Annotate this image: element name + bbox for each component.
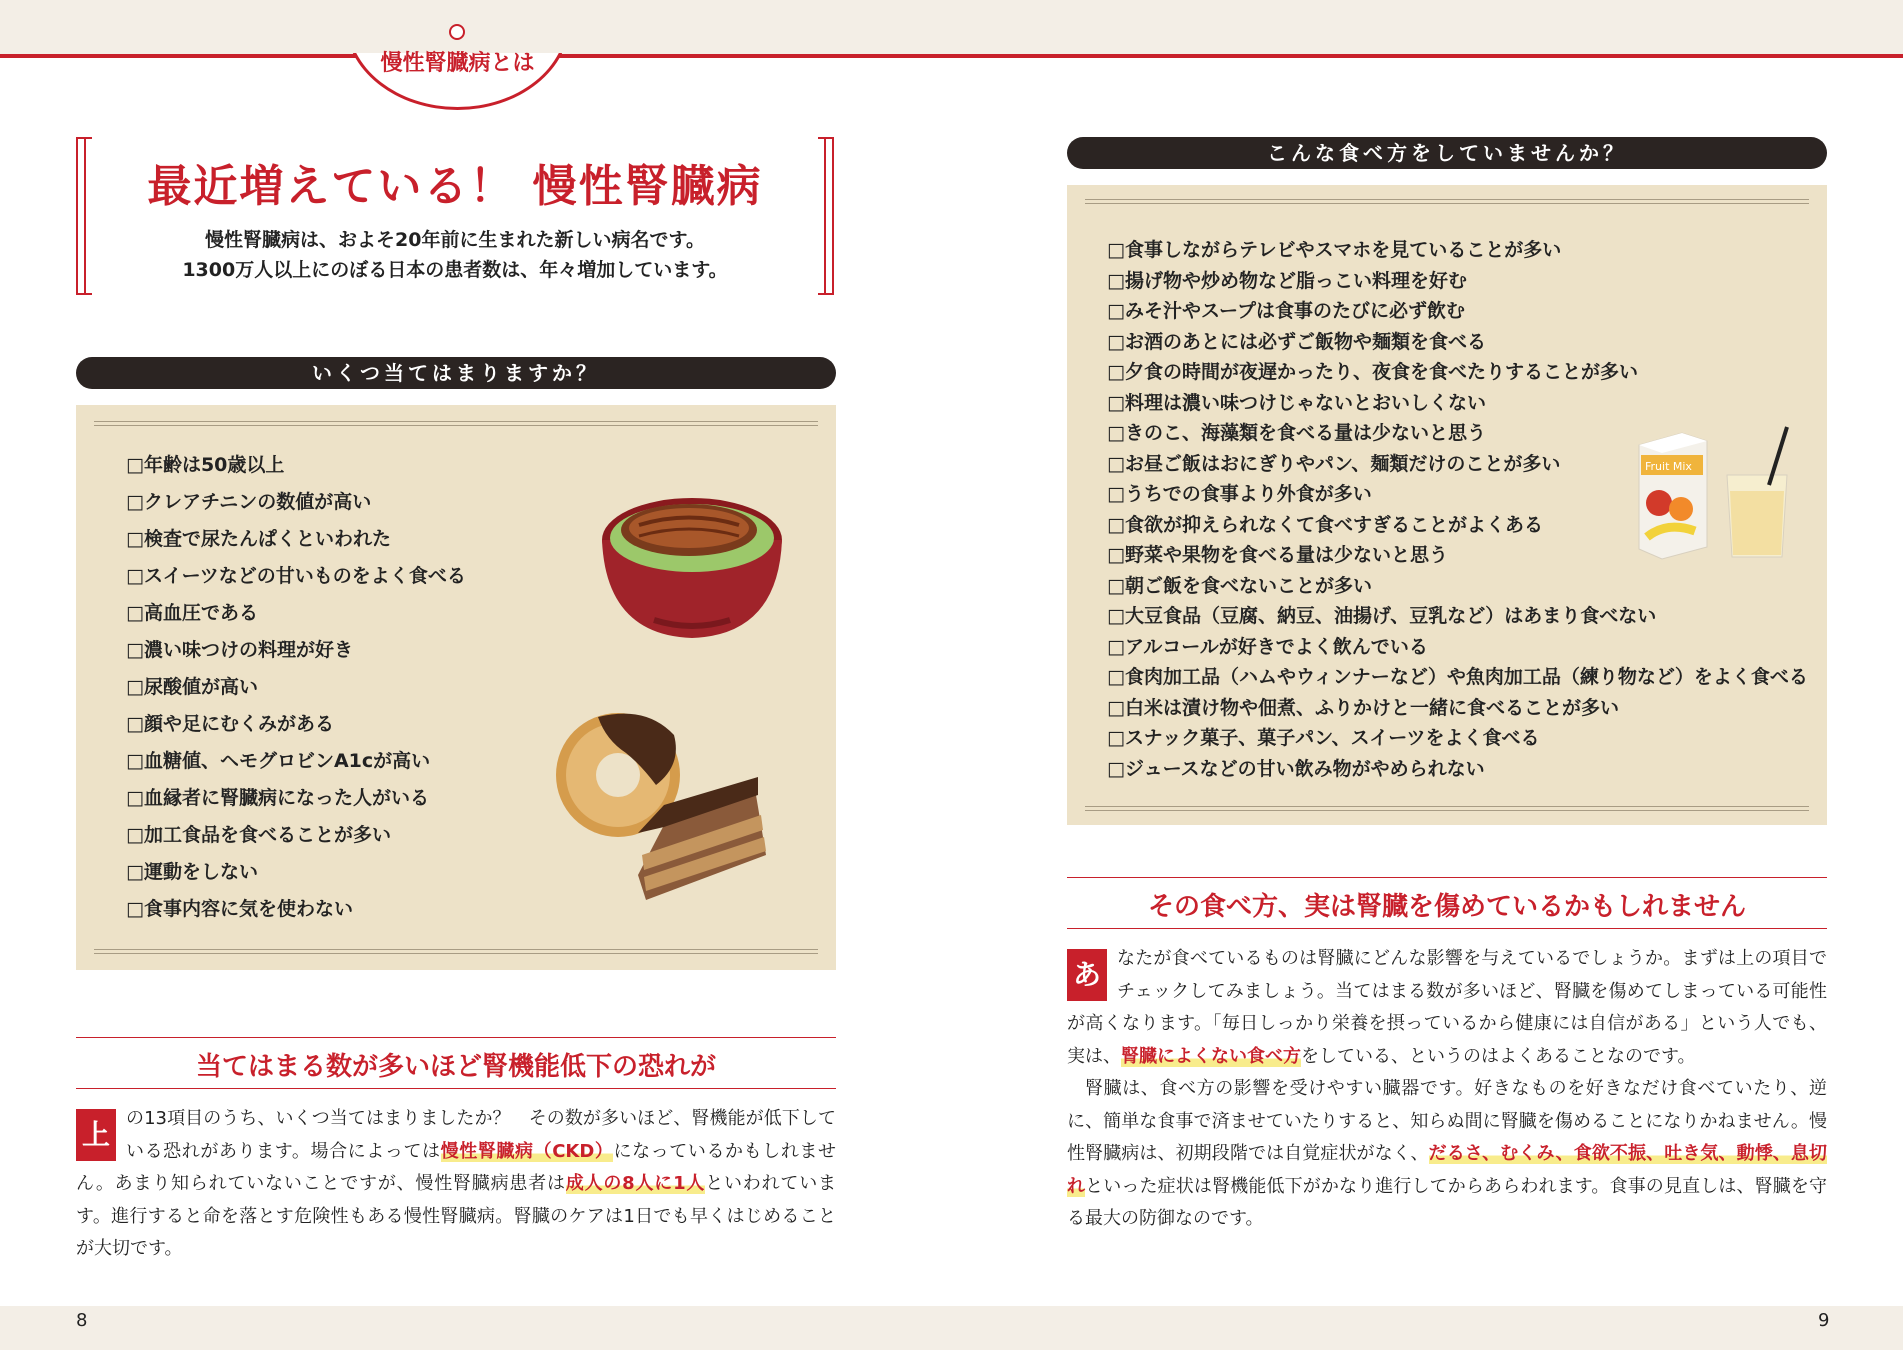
checklist-item: □年齢は50歳以上 xyxy=(126,454,285,476)
checklist-panel-right xyxy=(1067,185,1827,825)
body-text: なたが食べているものは腎臓にどんな影響を与えているでしょうか。まずは上の項目でチェックしてみましょう。当てはまる数が多いほど、腎臓を傷めてしまっている可能性が高くなります。「毎日しっかり栄養を摂っているから健康には自信がある」という人でも、実は、 xyxy=(1067,948,1827,1067)
checklist-item: □大豆食品（豆腐、納豆、油揚げ、豆乳など）はあまり食べない xyxy=(1107,605,1657,627)
body-text: の13項目のうち、いくつ当てはまりましたか？ その数が多いほど、腎機能が低下している恐れがあります。場合によっては xyxy=(126,1108,836,1162)
highlight-text: 慢性腎臓病（CKD） xyxy=(440,1140,614,1162)
body-text: をしている、というのはよくあることなのです。 xyxy=(1301,1045,1696,1067)
chapter-tab-title: 慢性腎臓病とは xyxy=(380,51,535,76)
body-text: 腎臓は、食べ方の影響を受けやすい臓器です。好きなものを好きなだけ食べていたり、逆に、簡単な食事で済ませていたりすると、知らぬ間に腎臓を傷めることになりかねません。慢性腎臓病は、初期段階では自覚症状がなく、 xyxy=(1067,1078,1827,1164)
checklist-item: □加工食品を食べることが多い xyxy=(126,824,391,846)
checklist-item: □検査で尿たんぱくといわれた xyxy=(126,528,391,550)
body-text: といった症状は腎機能低下がかなり進行してからあらわれます。食事の見直しは、腎臓を守る最大の防御なのです。 xyxy=(1067,1175,1828,1229)
panel-rule xyxy=(1085,199,1809,204)
checklist-item: □お酒のあとには必ずご飯物や麺類を食べる xyxy=(1107,330,1486,353)
katsudon-illustration xyxy=(594,470,794,645)
checklist-item: □スイーツなどの甘いものをよく食べる xyxy=(126,565,466,587)
intro-text xyxy=(100,225,810,285)
checklist-item: □クレアチニンの数値が高い xyxy=(126,491,372,513)
checklist-item: □野菜や果物を食べる量は少ないと思う xyxy=(1107,544,1448,566)
title-bracket-left xyxy=(76,137,92,295)
page-number-right: 9 xyxy=(1818,1310,1830,1331)
top-band xyxy=(0,0,1903,56)
checklist-item: □顔や足にむくみがある xyxy=(126,713,334,735)
section-title-left: 当てはまる数が多いほど腎機能低下の恐れが xyxy=(195,1052,716,1082)
checklist-item: □白米は漬け物や佃煮、ふりかけと一緒に食べることが多い xyxy=(1107,696,1619,719)
checklist-item: □きのこ、海藻類を食べる量は少ないと思う xyxy=(1107,422,1486,444)
checklist-left xyxy=(126,447,466,928)
section-rule-top xyxy=(1067,877,1827,878)
intro-line: 慢性腎臓病は、およそ20年前に生まれた新しい病名です。 xyxy=(205,229,705,251)
sweets-illustration xyxy=(546,705,776,920)
checklist-item: □運動をしない xyxy=(126,861,258,883)
panel-rule xyxy=(94,421,818,426)
title-bracket-right xyxy=(818,137,834,295)
highlight-text: だるさ、むくみ、食欲不振、吐き気、動悸、息切れ xyxy=(1067,1143,1828,1197)
bottom-band xyxy=(0,1306,1903,1350)
checklist-item: □揚げ物や炒め物など脂っこい料理を好む xyxy=(1107,269,1467,292)
checklist-item: □夕食の時間が夜遅かったり、夜食を食べたりすることが多い xyxy=(1107,361,1638,383)
checklist-header-left: いくつ当てはまりますか？ xyxy=(76,357,836,389)
checklist-item: □アルコールが好きでよく飲んでいる xyxy=(1107,635,1428,658)
checklist-item: □食事内容に気を使わない xyxy=(126,898,353,920)
checklist-item: □尿酸値が高い xyxy=(126,676,258,698)
checklist-panel-left xyxy=(76,405,836,970)
section-rule-top xyxy=(76,1037,836,1038)
body-paragraph xyxy=(1067,1073,1827,1236)
panel-rule xyxy=(94,949,818,954)
page-title: 最近増えている！ 慢性腎臓病 xyxy=(147,161,763,212)
intro-line: 1300万人以上にのぼる日本の患者数は、年々増加しています。 xyxy=(182,259,728,281)
dropcap: あ xyxy=(1067,949,1107,1001)
checklist-item: □うちでの食事より外食が多い xyxy=(1107,483,1372,505)
checklist-item: □食肉加工品（ハムやウィンナーなど）や魚肉加工品（練り物など）をよく食べる xyxy=(1107,666,1808,688)
body-text: といわれています。進行すると命を落とす危険性もある慢性腎臓病。腎臓のケアは1日でも早くはじめることが大切です。 xyxy=(76,1173,836,1259)
body-text-left xyxy=(76,1103,836,1266)
checklist-item: □朝ご飯を食べないことが多い xyxy=(1107,574,1372,597)
dropcap: 上 xyxy=(76,1109,116,1161)
chapter-tab-dot xyxy=(449,24,465,40)
juice-box-label: Fruit Mix xyxy=(1645,460,1692,473)
highlight-text: 腎臓によくない食べ方 xyxy=(1121,1045,1301,1067)
checklist-item: □ジュースなどの甘い飲み物がやめられない xyxy=(1107,757,1485,780)
checklist-item: □高血圧である xyxy=(126,602,258,624)
highlight-text: 成人の8人に1人 xyxy=(565,1173,706,1194)
juice-illustration xyxy=(1637,425,1812,565)
top-rule xyxy=(0,54,1903,58)
checklist-item: □血糖値、ヘモグロビンA1cが高い xyxy=(126,750,431,772)
section-rule-bottom xyxy=(76,1088,836,1089)
section-title-right: その食べ方、実は腎臓を傷めているかもしれません xyxy=(1147,892,1746,922)
checklist-item: □料理は濃い味つけじゃないとおいしくない xyxy=(1107,391,1486,414)
body-text: になっているかもしれません。あまり知られていないことですが、慢性腎臓病患者は xyxy=(76,1140,837,1194)
section-rule-bottom xyxy=(1067,928,1827,929)
checklist-item: □お昼ご飯はおにぎりやパン、麺類だけのことが多い xyxy=(1107,452,1561,475)
body-text-right xyxy=(1067,943,1827,1236)
page-number-left: 8 xyxy=(76,1310,88,1331)
checklist-item: □濃い味つけの料理が好き xyxy=(126,639,353,661)
checklist-item: □食欲が抑えられなくて食べすぎることがよくある xyxy=(1107,513,1543,536)
checklist-item: □食事しながらテレビやスマホを見ていることが多い xyxy=(1107,239,1562,261)
checklist-item: □血縁者に腎臓病になった人がいる xyxy=(126,787,429,809)
checklist-item: □みそ汁やスープは食事のたびに必ず飲む xyxy=(1107,300,1466,322)
panel-rule xyxy=(1085,806,1809,811)
checklist-item: □スナック菓子、菓子パン、スイーツをよく食べる xyxy=(1107,727,1540,749)
checklist-header-right: こんな食べ方をしていませんか？ xyxy=(1067,137,1827,169)
